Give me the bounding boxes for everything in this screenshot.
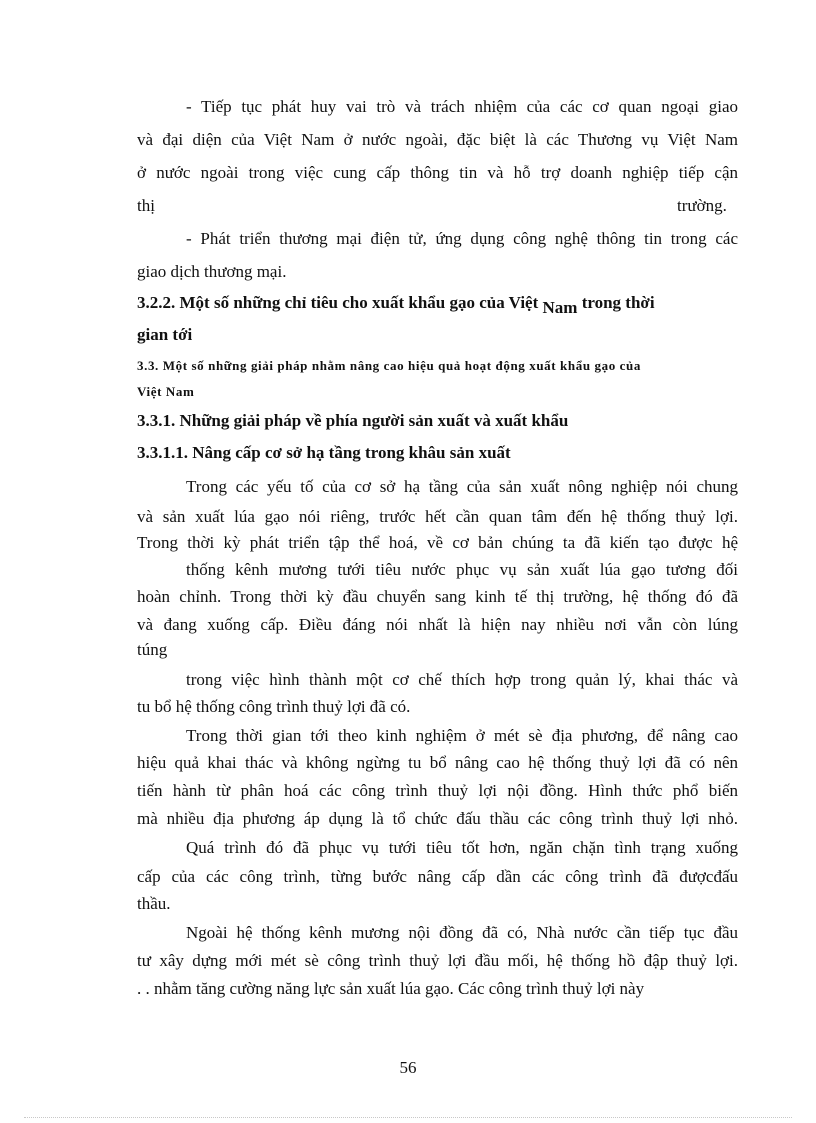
section-heading-3-2-2-cont: gian tới xyxy=(137,325,193,344)
page-bottom-divider xyxy=(24,1117,792,1118)
section-heading-3-3-cont: Việt Nam xyxy=(137,384,195,399)
text-line: Trong thời kỳ phát triển tập thể hoá, về cơ bản chúng ta đã kiến tạo được hệ xyxy=(137,533,738,552)
text-line: túng xyxy=(137,640,168,659)
heading-part: trong thời xyxy=(577,293,655,312)
section-heading-3-3: 3.3. Một số những giải pháp nhằm nâng cao hiệu quả hoạt động xuất khẩu gạo của xyxy=(137,358,641,373)
text-line: và đang xuống cấp. Điều đáng nói nhất là hiện nay nhiều nơi vẫn còn lúng xyxy=(137,615,738,634)
text-line: . . nhằm tăng cường năng lực sản xuất lúa gạo. Các công trình thuỷ lợi này xyxy=(137,979,645,998)
section-heading-3-3-1-1: 3.3.1.1. Nâng cấp cơ sở hạ tầng trong khâu sản xuất xyxy=(137,443,511,462)
text-line: giao dịch thương mại. xyxy=(137,262,287,281)
heading-part-lowered: Nam xyxy=(542,298,578,317)
text-line: thống kênh mương tưới tiêu nước phục vụ sản xuất lúa gạo tương đối xyxy=(186,560,738,579)
text-line: Ngoài hệ thống kênh mương nội đồng đã có, Nhà nước cần tiếp tục đầu xyxy=(186,923,738,942)
section-heading-3-3-1: 3.3.1. Những giải pháp về phía người sản xuất và xuất khẩu xyxy=(137,411,569,430)
text-line: thầu. xyxy=(137,894,171,913)
page-number: 56 xyxy=(399,1058,417,1077)
text-line: tu bổ hệ thống công trình thuỷ lợi đã có. xyxy=(137,697,411,716)
text-line: tiến hành từ phân hoá các công trình thuỷ lợi nội đồng. Hình thức phổ biến xyxy=(137,781,738,800)
text-line: trong việc hình thành một cơ chế thích hợp trong quản lý, khai thác và xyxy=(186,670,738,689)
text-line: Quá trình đó đã phục vụ tưới tiêu tốt hơn, ngăn chặn tình trạng xuống xyxy=(186,838,738,857)
text-line: hiệu quả khai thác và không ngừng tu bổ nâng cao hệ thống thuỷ lợi đã có nên xyxy=(137,753,738,772)
text-line: mà nhiều địa phương áp dụng là tổ chức đấu thầu các công trình thuỷ lợi nhỏ. xyxy=(137,809,738,828)
section-heading-3-2-2 xyxy=(137,292,655,317)
text-line: Trong thời gian tới theo kinh nghiệm ở mét sè địa phương, để nâng cao xyxy=(186,726,738,745)
text-line: ở nước ngoài trong việc cung cấp thông tin và hỗ trợ doanh nghiệp tiếp cận xyxy=(137,163,738,182)
bullet-line: - Phát triển thương mại điện tử, ứng dụng công nghệ thông tin trong các xyxy=(186,229,738,248)
bullet-line: - Tiếp tục phát huy vai trò và trách nhiệm của các cơ quan ngoại giao xyxy=(186,97,738,116)
heading-part: 3.2.2. Một số những chỉ tiêu cho xuất khẩu gạo của Việt xyxy=(137,293,543,312)
text-line: hoàn chỉnh. Trong thời kỳ đầu chuyển sang kinh tế thị trường, hệ thống đó đã xyxy=(137,587,738,606)
text-line: thị xyxy=(137,196,155,215)
text-line: cấp của các công trình, từng bước nâng cấp dần các công trình đã đượcđấu xyxy=(137,867,738,886)
text-line: Trong các yếu tố của cơ sở hạ tầng của sản xuất nông nghiệp nói chung xyxy=(186,477,738,496)
text-line: tư xây dựng mới mét sè công trình thuỷ lợi đầu mối, hệ thống hồ đập thuỷ lợi. xyxy=(137,951,738,970)
text-line: và đại diện của Việt Nam ở nước ngoài, đặc biệt là các Thương vụ Việt Nam xyxy=(137,130,738,149)
text-line: và sản xuất lúa gạo nói riêng, trước hết cần quan tâm đến hệ thống thuỷ lợi. xyxy=(137,507,738,526)
text-line: trường. xyxy=(677,196,727,215)
